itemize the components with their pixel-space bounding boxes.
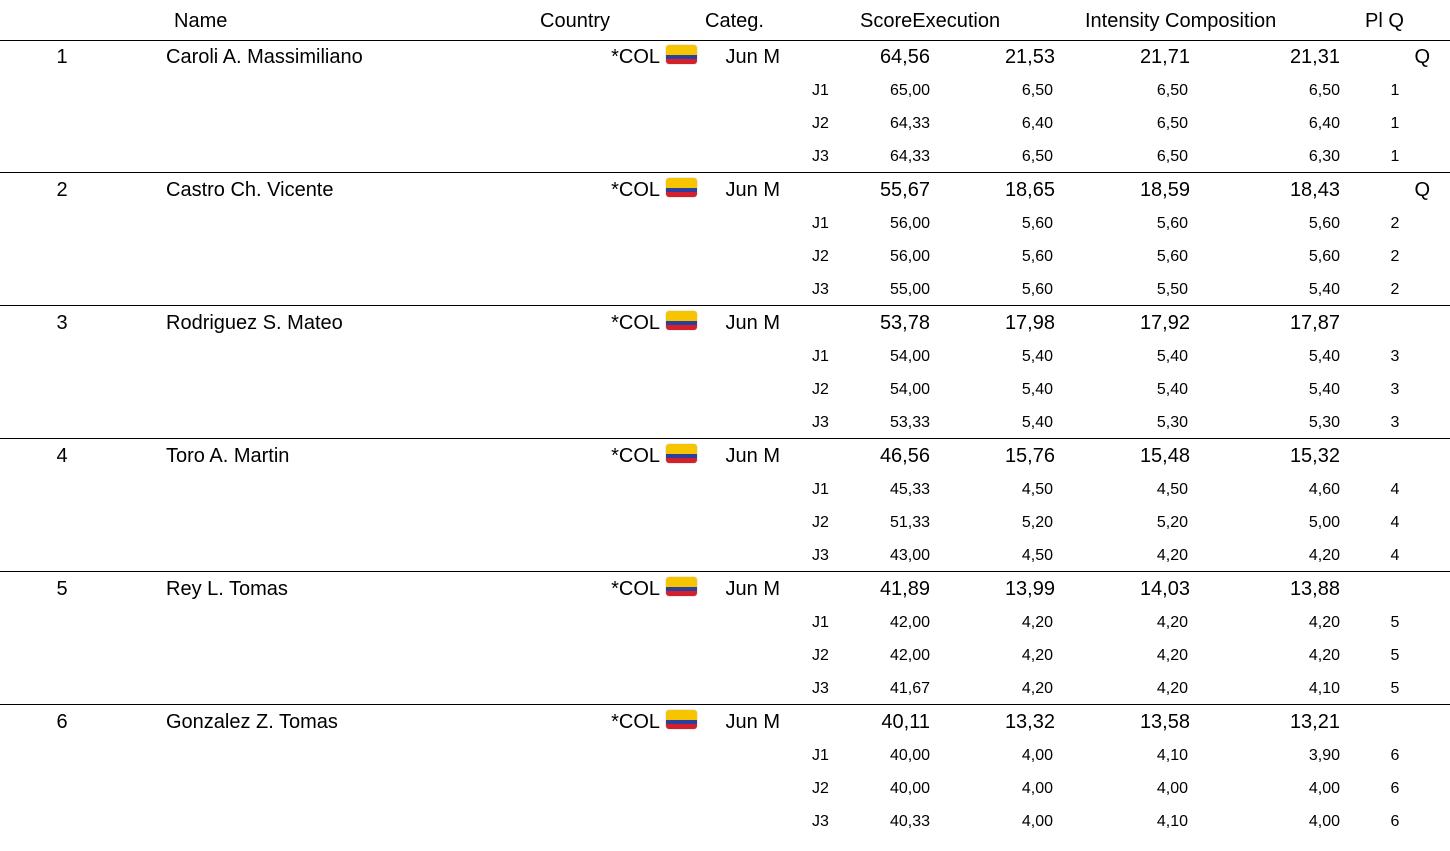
athlete-country: *COL	[611, 312, 660, 334]
judge-row	[0, 506, 1450, 539]
judge-execution: 4,20	[1021, 680, 1053, 697]
judge-intensity: 5,60	[1156, 215, 1188, 232]
athlete-execution: 15,76	[1004, 445, 1055, 467]
judge-intensity: 5,40	[1156, 381, 1188, 398]
judge-intensity: 4,10	[1156, 813, 1188, 830]
judge-execution: 4,00	[1021, 780, 1053, 797]
athlete-execution: 18,65	[1004, 179, 1055, 201]
athlete-country: *COL	[611, 578, 660, 600]
judge-place: 2	[1390, 248, 1400, 265]
judge-composition: 5,40	[1308, 348, 1340, 365]
judge-label: J2	[812, 248, 829, 265]
judge-label: J3	[812, 680, 829, 697]
results-header	[0, 0, 1450, 41]
judge-composition: 5,00	[1308, 514, 1340, 531]
judge-composition: 4,60	[1308, 481, 1340, 498]
judge-row	[0, 639, 1450, 672]
judge-execution: 4,20	[1021, 647, 1053, 664]
judge-label: J3	[812, 813, 829, 830]
athlete-rank: 6	[56, 711, 68, 733]
judge-label: J3	[812, 547, 829, 564]
judge-row	[0, 772, 1450, 805]
athlete-composition: 13,88	[1289, 578, 1340, 600]
judge-label: J2	[812, 647, 829, 664]
athlete-category: Jun M	[725, 312, 780, 334]
judge-composition: 6,40	[1308, 115, 1340, 132]
judge-intensity: 5,50	[1156, 281, 1188, 298]
judge-execution: 6,50	[1021, 82, 1053, 99]
athlete-row	[0, 705, 1450, 739]
judge-label: J1	[812, 215, 829, 232]
judge-composition: 6,30	[1308, 148, 1340, 165]
judge-intensity: 6,50	[1156, 115, 1188, 132]
header-country: Country	[540, 10, 611, 32]
athlete-qualified: Q	[1414, 46, 1430, 68]
judge-label: J2	[812, 780, 829, 797]
judge-label: J3	[812, 148, 829, 165]
judge-row	[0, 74, 1450, 107]
judge-composition: 3,90	[1308, 747, 1340, 764]
judge-label: J1	[812, 348, 829, 365]
athlete-category: Jun M	[725, 578, 780, 600]
athlete-execution: 13,32	[1004, 711, 1055, 733]
athlete-category: Jun M	[725, 46, 780, 68]
athlete-composition: 15,32	[1289, 445, 1340, 467]
judge-label: J3	[812, 281, 829, 298]
athlete-score: 55,67	[879, 179, 930, 201]
judge-intensity: 5,60	[1156, 248, 1188, 265]
athlete-intensity: 21,71	[1139, 46, 1190, 68]
athlete-score: 64,56	[879, 46, 930, 68]
athlete-intensity: 15,48	[1139, 445, 1190, 467]
judge-label: J1	[812, 481, 829, 498]
judge-score: 56,00	[889, 248, 930, 265]
judge-row	[0, 739, 1450, 772]
judge-score: 53,33	[889, 414, 930, 431]
judge-score: 43,00	[889, 547, 930, 564]
judge-place: 1	[1390, 148, 1400, 165]
judge-place: 5	[1390, 614, 1400, 631]
judge-composition: 5,60	[1308, 248, 1340, 265]
athlete-score: 40,11	[881, 711, 930, 733]
header-pl-q: Pl Q	[1365, 10, 1404, 32]
judge-score: 45,33	[889, 481, 930, 498]
judge-composition: 6,50	[1308, 82, 1340, 99]
judge-intensity: 5,40	[1156, 348, 1188, 365]
judge-intensity: 6,50	[1156, 148, 1188, 165]
judge-score: 40,33	[889, 813, 930, 830]
athlete-block	[0, 439, 1450, 572]
athlete-name: Toro A. Martin	[166, 445, 290, 467]
judge-place: 5	[1390, 680, 1400, 697]
header-name: Name	[174, 10, 228, 32]
athlete-name: Gonzalez Z. Tomas	[166, 711, 338, 733]
athlete-block	[0, 705, 1450, 838]
judge-execution: 5,40	[1021, 414, 1053, 431]
judge-intensity: 4,10	[1156, 747, 1188, 764]
judge-intensity: 6,50	[1156, 82, 1188, 99]
judge-label: J1	[812, 614, 829, 631]
judge-label: J3	[812, 414, 829, 431]
judge-place: 4	[1390, 514, 1400, 531]
athlete-category: Jun M	[725, 445, 780, 467]
athlete-composition: 17,87	[1289, 312, 1340, 334]
judge-label: J2	[812, 381, 829, 398]
judge-score: 64,33	[889, 115, 930, 132]
athlete-row	[0, 306, 1450, 340]
judge-label: J2	[812, 514, 829, 531]
judge-composition: 4,20	[1308, 547, 1340, 564]
athlete-score: 53,78	[879, 312, 930, 334]
athlete-name: Caroli A. Massimiliano	[166, 46, 363, 68]
judge-intensity: 5,20	[1156, 514, 1188, 531]
athlete-execution: 13,99	[1004, 578, 1055, 600]
athlete-country: *COL	[611, 711, 660, 733]
judge-place: 4	[1390, 547, 1400, 564]
judge-place: 3	[1390, 381, 1400, 398]
header-intensity-composition: Intensity Composition	[1085, 10, 1277, 32]
judge-row	[0, 672, 1450, 705]
athlete-category: Jun M	[725, 711, 780, 733]
header-category: Categ.	[705, 10, 764, 32]
athlete-country: *COL	[611, 445, 660, 467]
athlete-intensity: 17,92	[1139, 312, 1190, 334]
athlete-qualified: Q	[1414, 179, 1430, 201]
judge-row	[0, 340, 1450, 373]
judge-execution: 5,40	[1021, 348, 1053, 365]
judge-composition: 5,30	[1308, 414, 1340, 431]
judge-intensity: 4,20	[1156, 614, 1188, 631]
header-score-execution: ScoreExecution	[860, 10, 1001, 32]
judge-row	[0, 273, 1450, 306]
judge-composition: 4,20	[1308, 647, 1340, 664]
athlete-composition: 18,43	[1289, 179, 1340, 201]
judge-score: 42,00	[889, 614, 930, 631]
athlete-rank: 2	[56, 179, 68, 201]
athlete-country: *COL	[611, 46, 660, 68]
athlete-category: Jun M	[725, 179, 780, 201]
judge-score: 56,00	[889, 215, 930, 232]
judge-place: 4	[1390, 481, 1400, 498]
judge-score: 40,00	[889, 780, 930, 797]
athlete-composition: 13,21	[1289, 711, 1340, 733]
judge-execution: 5,40	[1021, 381, 1053, 398]
athlete-intensity: 14,03	[1139, 578, 1190, 600]
athlete-intensity: 18,59	[1139, 179, 1190, 201]
judge-score: 54,00	[889, 348, 930, 365]
judge-execution: 4,20	[1021, 614, 1053, 631]
judge-place: 6	[1390, 747, 1400, 764]
judge-intensity: 4,50	[1156, 481, 1188, 498]
judge-place: 2	[1390, 281, 1400, 298]
judge-label: J1	[812, 747, 829, 764]
athlete-row	[0, 439, 1450, 473]
judge-intensity: 4,20	[1156, 547, 1188, 564]
judge-intensity: 5,30	[1156, 414, 1188, 431]
judge-execution: 4,00	[1021, 813, 1053, 830]
judge-label: J2	[812, 115, 829, 132]
athlete-block	[0, 40, 1450, 173]
judge-composition: 4,00	[1308, 813, 1340, 830]
judge-execution: 5,60	[1021, 215, 1053, 232]
judge-score: 40,00	[889, 747, 930, 764]
judge-intensity: 4,20	[1156, 647, 1188, 664]
judge-place: 2	[1390, 215, 1400, 232]
judge-composition: 5,60	[1308, 215, 1340, 232]
judge-score: 54,00	[889, 381, 930, 398]
athlete-name: Rey L. Tomas	[166, 578, 288, 600]
athlete-rank: 5	[56, 578, 68, 600]
athlete-row	[0, 572, 1450, 606]
judge-row	[0, 107, 1450, 140]
judge-row	[0, 373, 1450, 406]
athlete-composition: 21,31	[1289, 46, 1340, 68]
judge-row	[0, 805, 1450, 838]
judge-intensity: 4,00	[1156, 780, 1188, 797]
judge-composition: 5,40	[1308, 381, 1340, 398]
judge-row	[0, 406, 1450, 439]
judge-score: 65,00	[889, 82, 930, 99]
judge-place: 6	[1390, 780, 1400, 797]
judge-place: 1	[1390, 115, 1400, 132]
judge-composition: 4,10	[1308, 680, 1340, 697]
athlete-execution: 17,98	[1004, 312, 1055, 334]
judge-score: 55,00	[889, 281, 930, 298]
judge-row	[0, 473, 1450, 506]
judge-execution: 6,50	[1021, 148, 1053, 165]
judge-execution: 6,40	[1021, 115, 1053, 132]
athlete-country: *COL	[611, 179, 660, 201]
judge-composition: 4,20	[1308, 614, 1340, 631]
judge-row	[0, 606, 1450, 639]
athlete-rank: 3	[56, 312, 68, 334]
judge-execution: 4,50	[1021, 481, 1053, 498]
judge-row	[0, 539, 1450, 572]
judge-score: 64,33	[889, 148, 930, 165]
athlete-block	[0, 173, 1450, 306]
judge-row	[0, 140, 1450, 173]
judge-label: J1	[812, 82, 829, 99]
athlete-rank: 1	[56, 46, 68, 68]
athlete-intensity: 13,58	[1139, 711, 1190, 733]
judge-place: 3	[1390, 414, 1400, 431]
judge-score: 51,33	[889, 514, 930, 531]
judge-composition: 4,00	[1308, 780, 1340, 797]
judge-row	[0, 240, 1450, 273]
judge-intensity: 4,20	[1156, 680, 1188, 697]
judge-execution: 4,50	[1021, 547, 1053, 564]
judge-execution: 5,60	[1021, 248, 1053, 265]
judge-execution: 5,60	[1021, 281, 1053, 298]
athlete-row	[0, 173, 1450, 207]
judge-place: 1	[1390, 82, 1400, 99]
judge-composition: 5,40	[1308, 281, 1340, 298]
judge-score: 41,67	[889, 680, 930, 697]
judge-place: 6	[1390, 813, 1400, 830]
judge-score: 42,00	[889, 647, 930, 664]
athlete-score: 46,56	[879, 445, 930, 467]
judge-place: 3	[1390, 348, 1400, 365]
athlete-block	[0, 572, 1450, 705]
athlete-rank: 4	[56, 445, 68, 467]
judge-execution: 5,20	[1021, 514, 1053, 531]
athlete-row	[0, 40, 1450, 74]
judge-row	[0, 207, 1450, 240]
judge-place: 5	[1390, 647, 1400, 664]
athlete-execution: 21,53	[1004, 46, 1055, 68]
athlete-name: Rodriguez S. Mateo	[166, 312, 343, 334]
athlete-name: Castro Ch. Vicente	[166, 179, 334, 201]
judge-execution: 4,00	[1021, 747, 1053, 764]
results-table	[0, 40, 1450, 838]
athlete-score: 41,89	[879, 578, 930, 600]
athlete-block	[0, 306, 1450, 439]
